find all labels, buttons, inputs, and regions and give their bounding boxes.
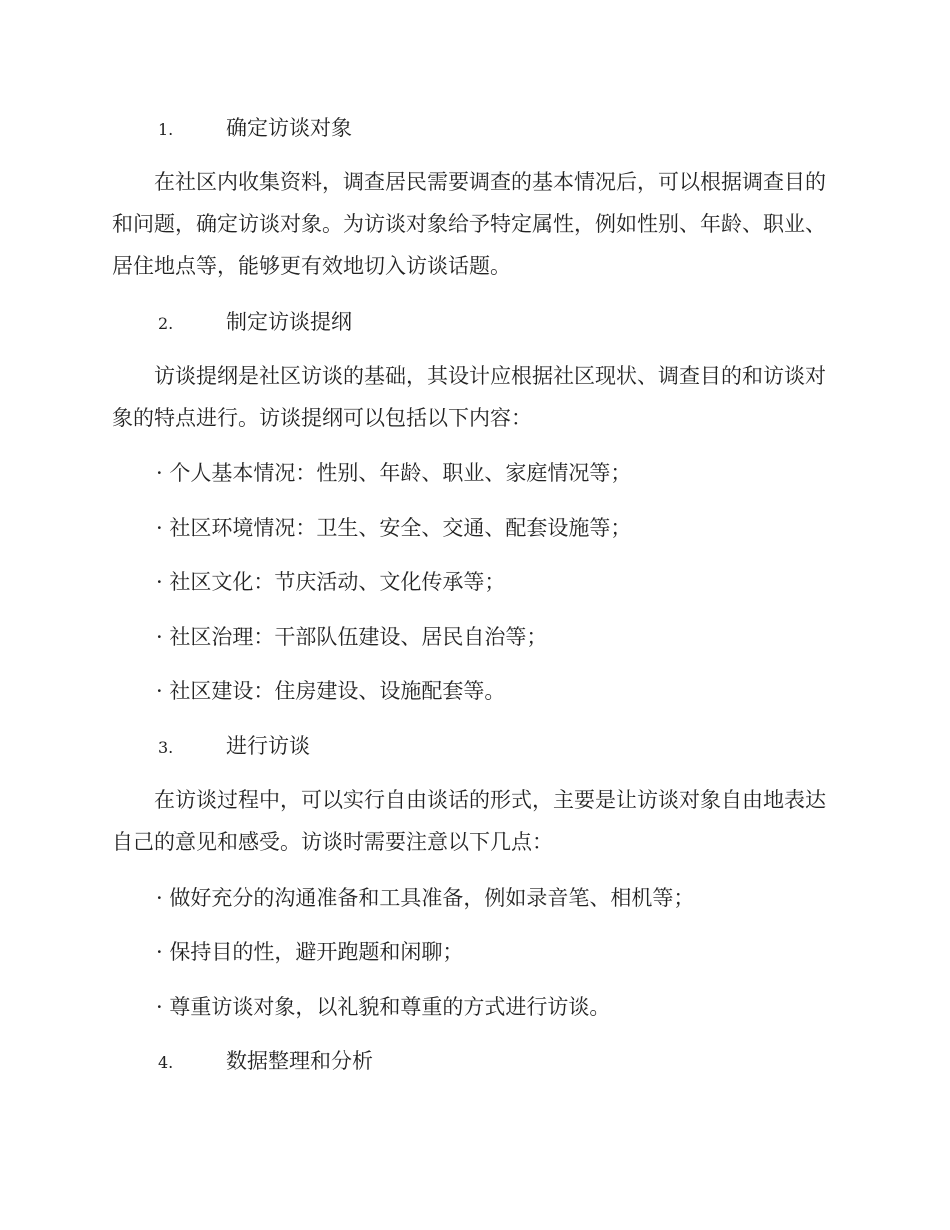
section-heading-2 <box>158 307 352 339</box>
section-paragraph-1: 在社区内收集资料，调查居民需要调查的基本情况后，可以根据调查目的和问题，确定访谈对象。为访谈对象给予特定属性，例如性别、年龄、职业、居住地点等，能够更有效地切入访谈话题。 <box>112 170 826 278</box>
list-item: · 社区治理：干部队伍建设、居民自治等； <box>156 625 548 649</box>
section-paragraph-2: 访谈提纲是社区访谈的基础，其设计应根据社区现状、调查目的和访谈对象的特点进行。访谈提纲可以包括以下内容： <box>112 364 826 430</box>
list-item: · 尊重访谈对象，以礼貌和尊重的方式进行访谈。 <box>156 995 611 1019</box>
section-heading-3 <box>158 731 310 763</box>
list-item: · 社区文化：节庆活动、文化传承等； <box>156 570 506 594</box>
list-item: · 个人基本情况：性别、年龄、职业、家庭情况等； <box>156 461 632 485</box>
section-number: 1. <box>158 120 174 139</box>
section-title: 进行访谈 <box>226 734 310 758</box>
section-number: 2. <box>158 314 174 333</box>
list-item: · 做好充分的沟通准备和工具准备，例如录音笔、相机等； <box>156 886 695 910</box>
section-number: 3. <box>158 738 174 757</box>
list-item: · 保持目的性，避开跑题和闲聊； <box>156 940 464 964</box>
section-title: 制定访谈提纲 <box>226 310 352 334</box>
list-item: · 社区环境情况：卫生、安全、交通、配套设施等； <box>156 516 632 540</box>
section-title: 确定访谈对象 <box>226 116 352 140</box>
section-heading-4 <box>158 1046 373 1078</box>
section-number: 4. <box>158 1053 174 1072</box>
section-title: 数据整理和分析 <box>226 1049 373 1073</box>
section-heading-1 <box>158 113 352 145</box>
list-item: · 社区建设：住房建设、设施配套等。 <box>156 679 506 703</box>
section-paragraph-3: 在访谈过程中，可以实行自由谈话的形式，主要是让访谈对象自由地表达自己的意见和感受。访谈时需要注意以下几点： <box>112 788 826 854</box>
